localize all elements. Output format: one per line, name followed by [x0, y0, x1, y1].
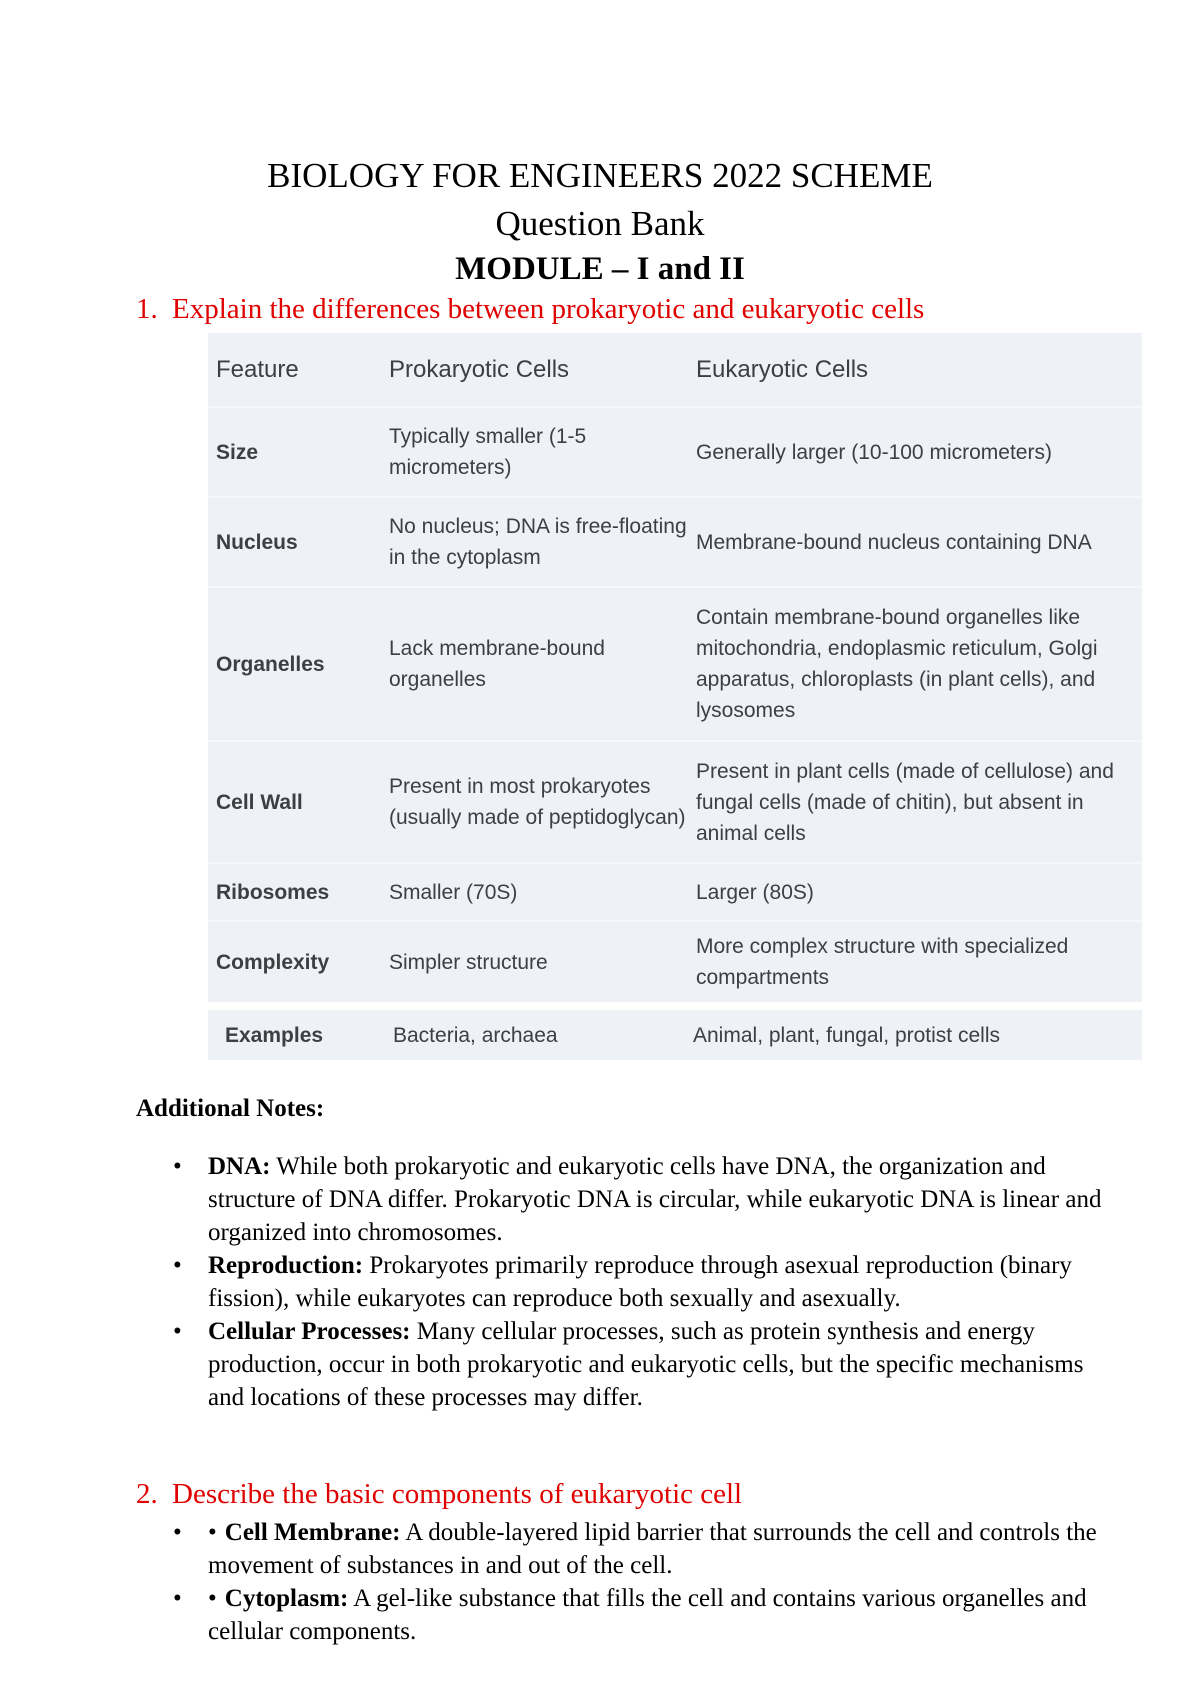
course-title: BIOLOGY FOR ENGINEERS 2022 SCHEME	[267, 156, 933, 195]
table-cell-feature: Examples	[225, 1023, 324, 1047]
additional-notes-heading: Additional Notes:	[136, 1095, 325, 1122]
list-item	[173, 1315, 1108, 1414]
note-term: Cellular Processes:	[208, 1318, 411, 1345]
bullet-icon: •	[173, 1318, 182, 1345]
list-item	[173, 1516, 1108, 1582]
components-list	[173, 1516, 1108, 1648]
table-row	[208, 498, 1142, 588]
table-cell-eukaryotic: More complex structure with specialized compartments	[696, 935, 1069, 989]
table-cell-feature: Size	[216, 440, 259, 464]
component-term: Cytoplasm:	[224, 1585, 349, 1612]
table-row	[208, 588, 1142, 742]
table-cell-feature: Organelles	[216, 652, 325, 676]
table-row	[208, 742, 1142, 864]
table-row-examples	[208, 1010, 1142, 1060]
note-term: Reproduction:	[208, 1252, 364, 1279]
inner-bullet-icon: •	[208, 1585, 217, 1612]
table-cell-eukaryotic: Generally larger (10-100 micrometers)	[696, 440, 1052, 464]
list-item	[173, 1249, 1108, 1315]
note-term: DNA:	[208, 1153, 271, 1180]
table-row	[208, 408, 1142, 498]
question-1-text: Explain the differences between prokaryotic and eukaryotic cells	[172, 293, 925, 325]
table-cell-feature: Nucleus	[216, 530, 298, 554]
question-2-text: Describe the basic components of eukaryotic cell	[172, 1478, 743, 1510]
question-2-number: 2.	[136, 1478, 158, 1510]
table-cell-prokaryotic: Typically smaller (1-5 micrometers)	[389, 425, 587, 479]
question-1-heading	[136, 291, 924, 327]
note-text: While both prokaryotic and eukaryotic cells have DNA, the organization and structure of DNA differ. Prokaryotic DNA is circular, while eukaryotic DNA is linear and organized into chromosomes.	[208, 1153, 1102, 1246]
table-cell-feature: Complexity	[216, 950, 330, 974]
bullet-icon: •	[173, 1153, 182, 1180]
table-header-row	[208, 333, 1142, 408]
bullet-icon: •	[173, 1585, 182, 1612]
table-cell-feature: Cell Wall	[216, 790, 303, 814]
table-cell-eukaryotic: Larger (80S)	[696, 880, 814, 904]
table-cell-prokaryotic: Smaller (70S)	[389, 880, 518, 904]
table-cell-prokaryotic: No nucleus; DNA is free-floating in the cytoplasm	[389, 515, 687, 569]
question-2-heading	[136, 1476, 742, 1512]
bullet-icon: •	[173, 1519, 182, 1546]
table-cell-feature: Ribosomes	[216, 880, 330, 904]
table-cell-eukaryotic: Animal, plant, fungal, protist cells	[693, 1023, 1000, 1047]
bullet-icon: •	[173, 1252, 182, 1279]
comparison-table	[208, 333, 1142, 1060]
list-item	[173, 1582, 1108, 1648]
module-heading: MODULE – I and II	[455, 251, 745, 287]
component-text: A gel-like substance that fills the cell and contains various organelles and cellular components.	[208, 1585, 1087, 1645]
question-1-number: 1.	[136, 293, 158, 325]
table-cell-prokaryotic: Simpler structure	[389, 950, 548, 974]
table-header-cell: Feature	[216, 356, 299, 383]
table-cell-prokaryotic: Bacteria, archaea	[393, 1023, 558, 1047]
additional-notes-list	[173, 1150, 1108, 1414]
comparison-table-main	[208, 333, 1142, 1002]
document-subtitle: Question Bank	[495, 204, 705, 243]
table-cell-eukaryotic: Membrane-bound nucleus containing DNA	[696, 530, 1092, 554]
table-cell-prokaryotic: Present in most prokaryotes (usually made of peptidoglycan)	[389, 775, 686, 829]
note-text: Prokaryotes primarily reproduce through asexual reproduction (binary fission), while eukaryotes can reproduce both sexually and asexually.	[208, 1252, 1072, 1312]
table-row	[208, 922, 1142, 1002]
table-cell-eukaryotic: Contain membrane-bound organelles like mitochondria, endoplasmic reticulum, Golgi apparatus, chloroplasts (in plant cells), and lysosomes	[696, 606, 1098, 722]
list-item	[173, 1150, 1108, 1249]
table-header-cell: Prokaryotic Cells	[389, 356, 570, 383]
table-cell-eukaryotic: Present in plant cells (made of cellulose) and fungal cells (made of chitin), but absent in animal cells	[696, 759, 1114, 845]
component-text: A double-layered lipid barrier that surrounds the cell and controls the movement of substances in and out of the cell.	[208, 1519, 1097, 1579]
note-text: Many cellular processes, such as protein synthesis and energy production, occur in both prokaryotic and eukaryotic cells, but the specific mechanisms and locations of these processes may differ.	[208, 1318, 1084, 1411]
table-header-cell: Eukaryotic Cells	[696, 356, 869, 383]
table-cell-prokaryotic: Lack membrane-bound organelles	[389, 637, 605, 691]
inner-bullet-icon: •	[208, 1519, 217, 1546]
component-term: Cell Membrane:	[224, 1519, 401, 1546]
table-row	[208, 864, 1142, 922]
